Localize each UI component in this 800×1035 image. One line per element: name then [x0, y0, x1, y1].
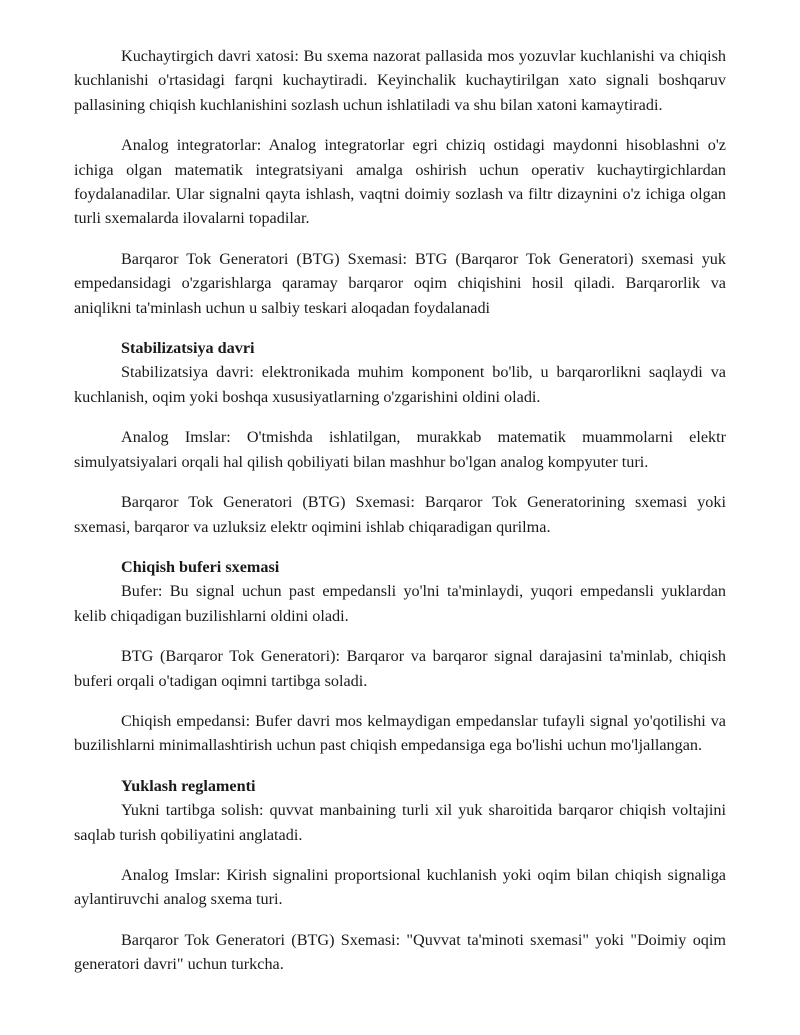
section-paragraph: BTG (Barqaror Tok Generatori): Barqaror va barqaror signal darajasini ta'minlab, chiqish buferi orqali o'tadigan oqimni tartibga soladi. [74, 647, 726, 690]
section-paragraph: Bufer: Bu signal uchun past empedansli yo'lni ta'minlaydi, yuqori empedansli yuklardan kelib chiqadigan buzilishlarni oldini oladi. [74, 582, 726, 625]
section-paragraph: Barqaror Tok Generatori (BTG) Sxemasi: Barqaror Tok Generatorining sxemasi yoki sxemasi, barqaror va uzluksiz elektr oqimini ishlab chiqaradigan qurilma. [74, 493, 726, 536]
section-load-regulation [74, 774, 726, 977]
paragraph-amplifier-error: Kuchaytirgich davri xatosi: Bu sxema nazorat pallasida mos yozuvlar kuchlanishi va chiqish kuchlanishi o'rtasidagi farqni kuchaytiradi. Keyinchalik kuchaytirilgan xato signali boshqaruv pallasining chiqish kuchlanishini sozlash uchun ishlatiladi va shu bilan xatoni kamaytiradi. [74, 47, 726, 114]
section-paragraph: Chiqish empedansi: Bufer davri mos kelmaydigan empedanslar tufayli signal yo'qotilishi va buzilishlarni minimallashtirish uchun past chiqish empedansiga ega bo'lishi uchun mo'ljallangan. [74, 711, 726, 755]
section-paragraph: Analog Imslar: Kirish signalini proportsional kuchlanish yoki oqim bilan chiqish signaliga aylantiruvchi analog sxema turi. [74, 865, 726, 909]
section-paragraph: Analog Imslar: O'tmishda ishlatilgan, murakkab matematik muammolarni elektr simulyatsiyalari orqali hal qilish qobiliyati bilan mashhur bo'lgan analog kompyuter turi. [74, 428, 726, 471]
section-heading: Yuklash reglamenti [121, 776, 256, 795]
section-heading: Chiqish buferi sxemasi [121, 557, 280, 576]
section-stabilization [74, 336, 726, 539]
section-paragraph: Stabilizatsiya davri: elektronikada muhim komponent bo'lib, u barqarorlikni saqlaydi va kuchlanish, oqim yoki boshqa xususiyatlarning o'zgarishini oldini oladi. [74, 363, 726, 406]
section-paragraph: Yukni tartibga solish: quvvat manbaining turli xil yuk sharoitida barqaror chiqish voltajini saqlab turish qobiliyatini anglatadi. [74, 801, 726, 844]
section-output-buffer [74, 555, 726, 758]
paragraph-btg-scheme: Barqaror Tok Generatori (BTG) Sxemasi: BTG (Barqaror Tok Generatori) sxemasi yuk empedansidagi o'zgarishlarga qaramay barqaror oqim chiqishini hosil qiladi. Barqarorlik va aniqlikni ta'minlash uchun u salbiy teskari aloqadan foydalanadi [74, 249, 726, 317]
section-heading: Stabilizatsiya davri [121, 339, 255, 358]
section-paragraph: Barqaror Tok Generatori (BTG) Sxemasi: "Quvvat ta'minoti sxemasi" yoki "Doimiy oqim generatori davri" uchun turkcha. [74, 930, 726, 974]
paragraph-analog-integrators: Analog integratorlar: Analog integratorlar egri chiziq ostidagi maydonni hisoblashni o'z ichiga olgan matematik integratsiyani amalga oshirish uchun operativ kuchaytirgichlardan foydalanadilar. Ular signalni qayta ishlash, vaqtni doimiy sozlash va filtr dizaynini o'z ichiga olgan turli sxemalarda ilovalarni topadilar. [74, 136, 726, 228]
